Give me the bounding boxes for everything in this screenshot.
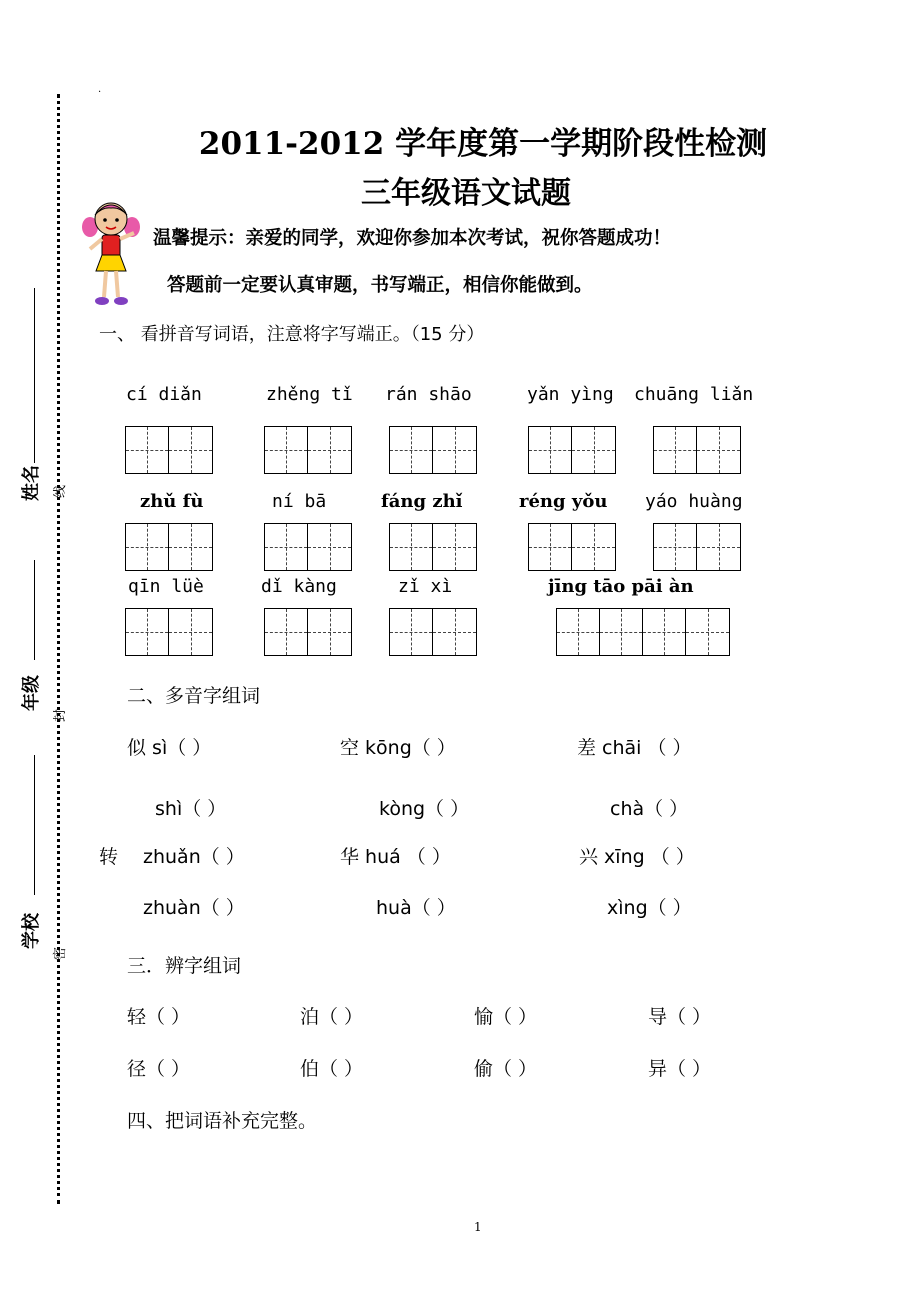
- pinyin-1-4: yǎn yìng: [527, 384, 614, 405]
- writing-grid[interactable]: [528, 426, 616, 474]
- pinyin-2-3: fáng zhǐ: [381, 491, 463, 512]
- writing-grid[interactable]: [389, 523, 477, 571]
- writing-grid[interactable]: [125, 426, 213, 474]
- seal-feng: 封: [53, 708, 69, 723]
- char-pair-1-1: 轻（ ）: [127, 1006, 191, 1028]
- cartoon-girl-icon: [80, 193, 142, 311]
- seal-xian: 线: [53, 484, 69, 499]
- school-underline: [34, 755, 35, 895]
- polyphone-1-2: 空 kōng（ ）: [340, 737, 456, 759]
- section4-title: 四、把词语补充完整。: [127, 1110, 318, 1132]
- char-pair-2-1: 径（ ）: [127, 1058, 191, 1080]
- pinyin-3-4: jīng tāo pāi àn: [548, 576, 694, 597]
- char-pair-2-4: 异（ ）: [648, 1058, 712, 1080]
- char-pair-1-4: 导（ ）: [648, 1006, 712, 1028]
- char-pair-1-3: 愉（ ）: [474, 1006, 538, 1028]
- writing-grid[interactable]: [264, 523, 352, 571]
- writing-grid[interactable]: [653, 426, 741, 474]
- polyphone-2-3: chà（ ）: [610, 798, 689, 820]
- top-dot: .: [98, 84, 102, 95]
- grade-underline: [34, 560, 35, 660]
- pinyin-3-2: dǐ kàng: [261, 576, 337, 597]
- char-pair-1-2: 泊（ ）: [300, 1006, 364, 1028]
- polyphone-1-1: 似 sì（ ）: [127, 737, 212, 759]
- pinyin-1-3: rán shāo: [385, 384, 472, 405]
- writing-grid[interactable]: [125, 608, 213, 656]
- pinyin-2-2: ní bā: [272, 491, 327, 512]
- pinyin-3-1: qīn lüè: [128, 576, 204, 597]
- seal-mi: 密: [53, 946, 69, 961]
- pinyin-1-2: zhěng tǐ: [266, 384, 353, 405]
- writing-grid[interactable]: [264, 426, 352, 474]
- pinyin-2-4: réng yǒu: [519, 491, 608, 512]
- writing-grid-4[interactable]: [556, 608, 730, 656]
- writing-grid[interactable]: [653, 523, 741, 571]
- pinyin-1-5: chuāng liǎn: [634, 384, 754, 405]
- polyphone-3-3: 兴 xīng （ ）: [579, 846, 695, 868]
- polyphone-3-1: zhuǎn（ ）: [143, 846, 245, 868]
- writing-grid[interactable]: [125, 523, 213, 571]
- polyphone-zhuan-char: 转: [99, 846, 119, 868]
- polyphone-4-1: zhuàn（ ）: [143, 897, 245, 919]
- name-underline: [34, 288, 35, 463]
- writing-grid[interactable]: [389, 608, 477, 656]
- pinyin-2-5: yáo huàng: [645, 491, 743, 512]
- polyphone-2-2: kòng（ ）: [379, 798, 470, 820]
- grade-label: 年级: [21, 675, 42, 711]
- char-pair-2-3: 偷（ ）: [474, 1058, 538, 1080]
- page-subtitle: 三年级语文试题: [361, 176, 571, 211]
- writing-grid[interactable]: [528, 523, 616, 571]
- tip-line-1: 温馨提示：亲爱的同学，欢迎你参加本次考试，祝你答题成功！: [153, 228, 672, 249]
- school-label: 学校: [21, 913, 42, 949]
- binding-dotted-line: [57, 94, 60, 1204]
- section1-title: 一、 看拼音写词语，注意将字写端正。（15 分）: [99, 324, 485, 345]
- polyphone-1-3: 差 chāi （ ）: [577, 737, 692, 759]
- writing-grid[interactable]: [389, 426, 477, 474]
- section3-title: 三．辨字组词: [127, 955, 242, 977]
- section2-title: 二、多音字组词: [127, 685, 261, 707]
- tip-line-2: 答题前一定要认真审题，书写端正，相信你能做到。: [167, 275, 593, 296]
- polyphone-3-2: 华 huá （ ）: [340, 846, 451, 868]
- char-pair-2-2: 伯（ ）: [300, 1058, 364, 1080]
- polyphone-4-2: huà（ ）: [376, 897, 456, 919]
- pinyin-1-1: cí diǎn: [126, 384, 202, 405]
- polyphone-4-3: xìng（ ）: [607, 897, 692, 919]
- page-number: 1: [474, 1220, 482, 1234]
- polyphone-2-1: shì（ ）: [155, 798, 227, 820]
- pinyin-3-3: zǐ xì: [398, 576, 453, 597]
- page-title: 2011-2012 学年度第一学期阶段性检测: [198, 126, 768, 162]
- writing-grid[interactable]: [264, 608, 352, 656]
- pinyin-2-1: zhǔ fù: [140, 491, 204, 512]
- name-label: 姓名: [21, 465, 42, 501]
